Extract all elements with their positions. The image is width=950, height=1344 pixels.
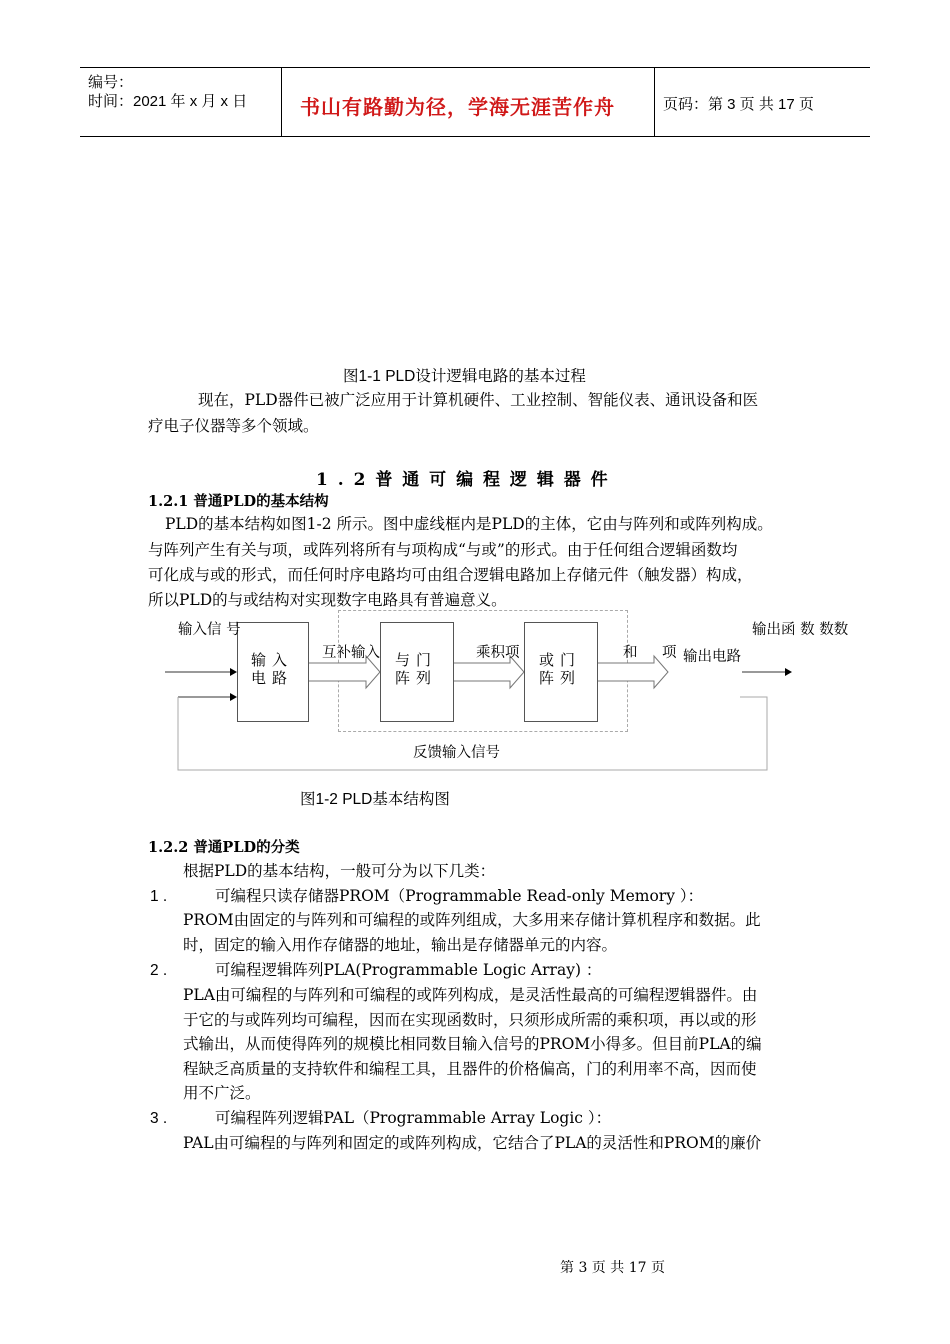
figure-1-2-caption: 图1-2 PLD基本结构图 xyxy=(300,791,450,808)
section-title: 1 . 2 普 通 可 编 程 逻 辑 器 件 xyxy=(316,470,610,490)
or-box-label-1: 或门 xyxy=(538,651,581,669)
output-function-label: 输出函 数 数数 xyxy=(752,622,849,638)
figure-1-1-caption: 图1-1 PLD设计逻辑电路的基本过程 xyxy=(343,368,586,385)
and-box-label-2: 阵列 xyxy=(394,669,437,687)
paragraph-line: PROM由固定的与阵列和可编程的或阵列组成，大多用来存储计算机程序和数据。此 xyxy=(183,911,761,929)
classification-intro: 根据PLD的基本结构，一般可分为以下几类： xyxy=(183,862,496,880)
paragraph-line: 时，固定的输入用作存储器的地址，输出是存储器单元的内容。 xyxy=(183,936,618,954)
paragraph-line: 于它的与或阵列均可编程，因而在实现函数时，只须形成所需的乘积项，再以或的形 xyxy=(183,1011,757,1029)
paragraph-line: PLA由可编程的与阵列和可编程的或阵列构成，是灵活性最高的可编程逻辑器件。由 xyxy=(183,986,758,1004)
input-box-label-1: 输入 xyxy=(250,651,293,669)
paragraph-line: PLD的基本结构如图1-2 所示。图中虚线框内是PLD的主体，它由与阵列和或阵列构成。 xyxy=(165,515,773,533)
input-signal-label: 输入信 号 xyxy=(178,622,241,638)
complement-input-label: 互补输入 xyxy=(322,645,380,661)
list-item-number: 1 . xyxy=(150,888,168,905)
output-arrow-head xyxy=(785,668,792,676)
paragraph-line: 所以PLD的与或结构对实现数字电路具有普遍意义。 xyxy=(148,591,507,609)
intro-line-2: 疗电子仪器等多个领域。 xyxy=(148,417,319,435)
input-arrow-head xyxy=(230,668,237,676)
or-box-label-2: 阵列 xyxy=(538,669,581,687)
header-page-label: 页码：第 3 页 共 17 页 xyxy=(663,96,814,113)
header-motto: 书山有路勤为径，学海无涯苦作舟 xyxy=(300,95,615,119)
header-code-label: 编号： xyxy=(88,74,134,91)
subsection-1-2-2-title: 1.2.2 普通PLD的分类 xyxy=(148,839,300,856)
paragraph-line: 用不广泛。 xyxy=(183,1084,261,1102)
list-item-title: 可编程只读存储器PROM（Programmable Read-only Memory ）： xyxy=(215,887,704,905)
subsection-1-2-1-title: 1.2.1 普通PLD的基本结构 xyxy=(148,493,329,510)
output-circuit-label: 输出电路 xyxy=(683,649,741,665)
list-item-title: 可编程逻辑阵列PLA(Programmable Logic Array) ： xyxy=(215,961,602,979)
paragraph-line: 式输出，从而使得阵列的规模比相同数目输入信号的PROM小得多。但目前PLA的编 xyxy=(183,1035,762,1053)
paragraph-line: 可化成与或的形式，而任何时序电路均可由组合逻辑电路加上存储元件（触发器）构成， xyxy=(148,566,753,584)
sum-label: 和 xyxy=(623,645,638,661)
header-time-label: 时间：2021 年 x 月 x 日 xyxy=(88,93,248,110)
intro-line-1: 现在，PLD器件已被广泛应用于计算机硬件、工业控制、智能仪表、通讯设备和医 xyxy=(198,391,759,409)
sum-item-label: 项 xyxy=(662,645,677,661)
paragraph-line: PAL由可编程的与阵列和固定的或阵列构成，它结合了PLA的灵活性和PROM的廉价 xyxy=(183,1134,762,1152)
list-item-number: 3 . xyxy=(150,1110,168,1127)
product-term-label: 乘积项 xyxy=(476,645,520,661)
list-item-number: 2 . xyxy=(150,962,168,979)
paragraph-line: 程缺乏高质量的支持软件和编程工具，且器件的价格偏高，门的利用率不高，因而使 xyxy=(183,1060,757,1078)
list-item-title: 可编程阵列逻辑PAL（Programmable Array Logic ）： xyxy=(215,1109,612,1127)
and-box-label-1: 与门 xyxy=(394,651,437,669)
feedback-arrow-head xyxy=(230,693,237,701)
input-box-label-2: 电路 xyxy=(250,669,293,687)
page-footer: 第 3 页 共 17 页 xyxy=(560,1260,665,1276)
paragraph-line: 与阵列产生有关与项，或阵列将所有与项构成“与或”的形式。由于任何组合逻辑函数均 xyxy=(148,541,738,559)
feedback-input-label: 反馈输入信号 xyxy=(413,745,500,761)
